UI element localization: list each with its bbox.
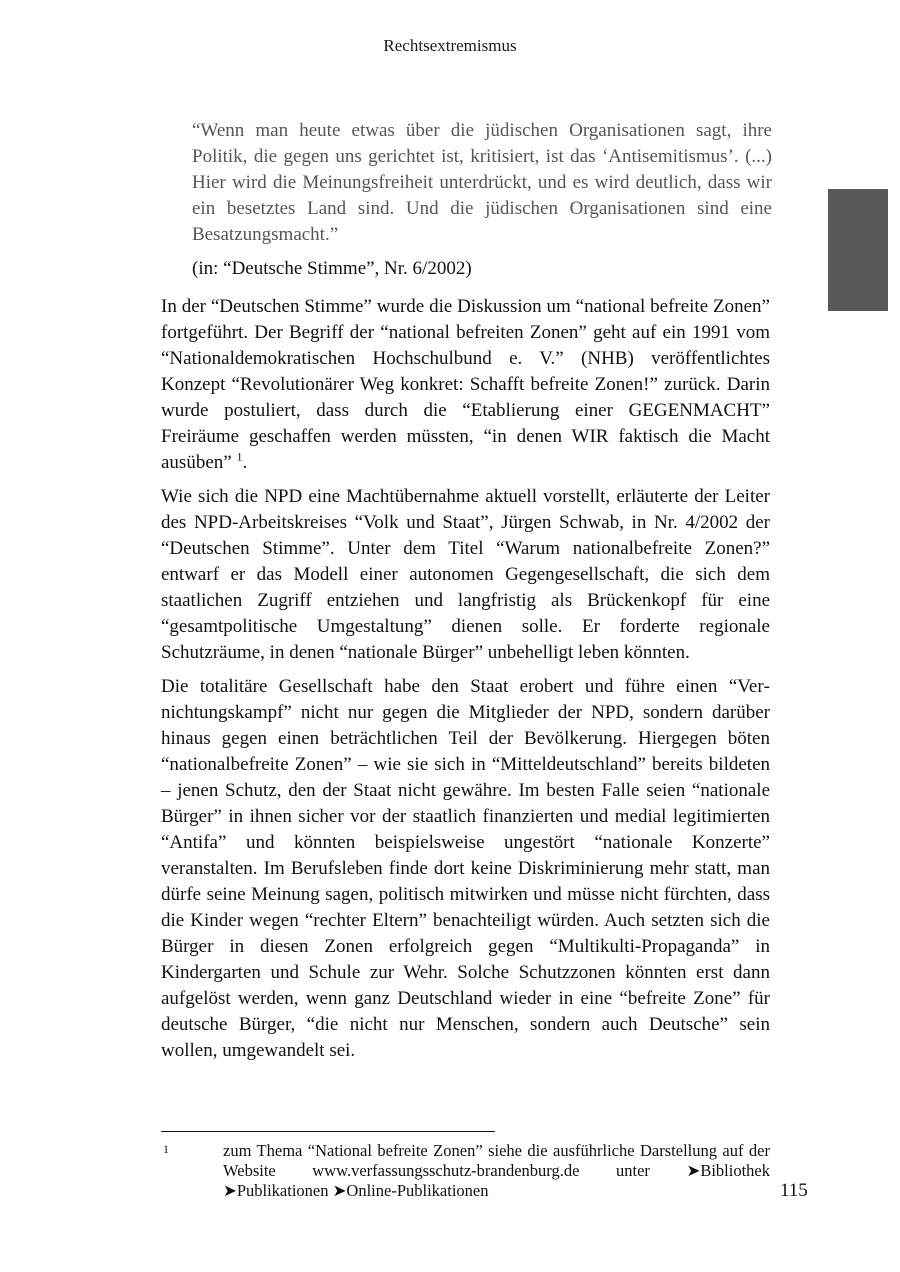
quote-source: (in: “Deutsche Stimme”, Nr. 6/2002): [192, 258, 472, 279]
paragraph: [161, 294, 770, 476]
footnote-separator: [161, 1131, 495, 1132]
body-text: [161, 294, 770, 1072]
paragraph-text: In der “Deutschen Stimme” wurde die Diskussion um “national befreite Zonen” fortgeführt. Der Begriff der “national befreiten Zonen” geht auf ein 1991 vom “Nationaldemokratischen Hochschulbund e. V.” (NHB) veröffentlichtes Konzept “Revolutionärer Weg konkret: Schafft befreite Zonen!” zurück. Darin wurde postuliert, dass durch die “Etablierung einer GEGENMACHT” Freiräume geschaffen werden müssten, “in denen WIR faktisch die Macht ausüben”: [161, 296, 770, 473]
paragraph-end: .: [242, 452, 248, 473]
paragraph: Wie sich die NPD eine Machtübernahme aktuell vorstellt, erläuterte der Leiter des NPD-Arbeitskreises “Volk und Staat”, Jürgen Schwab, in Nr. 4/​2002 der “Deutschen Stimme”. Unter dem Titel “Warum nationalbefreite Zonen?” entwarf er das Modell einer autonomen Gegengesellschaft, die sich dem staatlichen Zugriff entziehen und langfristig als Brückenkopf für eine “gesamtpolitische Umgestaltung” dienen solle. Er forderte regionale Schutzräume, in denen “nationale Bürger” unbehelligt leben könnten.: [161, 486, 770, 663]
page-number: 115: [780, 1180, 808, 1201]
paragraph: Die totalitäre Gesellschaft habe den Staat erobert und führe einen “Vernichtungskampf” nicht nur gegen die Mitglieder der NPD, sondern darüber hinaus gegen einen beträchtlichen Teil der Bevölkerung. Hiergegen böten “nationalbefreite Zonen” – wie sie sich in “Mitteldeutschland” bereits bildeten – jenen Schutz, den der Staat nicht gewähre. Im besten Falle seien “nationale Bürger” in ihnen sicher vor der staatlich finanzierten und medial legitimierten “Antifa” und könnten beispielsweise ungestört “nationale Konzerte” veranstalten. Im Berufsleben finde dort keine Diskriminierung mehr statt, man dürfe seine Meinung sagen, politisch mitwirken und müsse nicht fürchten, dass die Kinder wegen “rechter Eltern” benachteiligt würden. Auch setzten sich die Bürger in diesen Zonen erfolgreich gegen “Multikulti-Propaganda” in Kindergarten und Schule zur Wehr. Solche Schutzzonen könnten erst dann aufgelöst werden, wenn ganz Deutschland wieder in eine “befreite Zone” für deutsche Bürger, “die nicht nur Menschen, sondern auch Deutsche” sein wollen, umgewandelt sei.: [161, 676, 770, 1061]
footnote-reference[interactable]: 1: [236, 449, 243, 464]
running-head: Rechtsextremismus: [383, 36, 517, 55]
chapter-thumb-tab: [828, 189, 888, 311]
footnote: [161, 1141, 770, 1201]
footnote-text: zum Thema “National befreite Zonen” siehe die ausführliche Darstellung auf der Website www.verfassungsschutz-brandenburg.de unter ➤Bibliothek ➤Publikationen ➤Online-Publikationen: [223, 1141, 770, 1200]
block-quote: “Wenn man heute etwas über die jüdischen Organisationen sagt, ihre Politik, die gegen uns gerichtet ist, kritisiert, ist das ‘Antisemitismus’. (...) Hier wird die Meinungsfreiheit unterdrückt, und es wird deutlich, dass wir ein besetztes Land sind. Und die jüdischen Organisationen sind eine Besatzungsmacht.”: [192, 120, 772, 245]
footnote-number: 1: [163, 1142, 169, 1156]
